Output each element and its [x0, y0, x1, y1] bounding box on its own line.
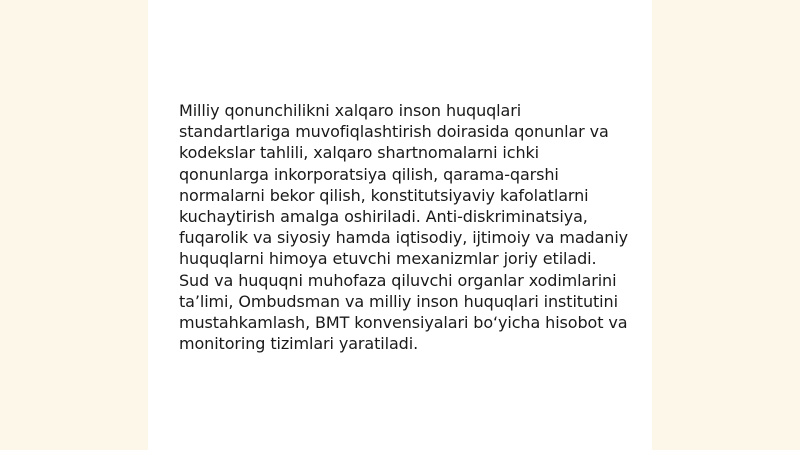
body-paragraph: Milliy qonunchilikni xalqaro inson huquqlari standartlariga muvofiqlashtirish doirasida qonunlar va kodekslar tahlili, xalqaro shartnomalarni ichki qonunlarga inkorporatsiya qilish, qarama-qarshi normalarni bekor qilish, konstitutsiyaviy kafolatlarni kuchaytirish amalga oshiriladi. Anti-diskriminatsiya, fuqarolik va siyosiy hamda iqtisodiy, ijtimoiy va madaniy huquqlarni himoya etuvchi mexanizmlar joriy etiladi. Sud va huquqni muhofaza qiluvchi organlar xodimlarini ta’limi, Ombudsman va milliy inson huquqlari institutini mustahkamlash, BMT konvensiyalari bo‘yicha hisobot va monitoring tizimlari yaratiladi.: [179, 101, 629, 354]
right-margin: [652, 0, 800, 450]
document-page: [148, 0, 657, 450]
left-margin: [0, 0, 148, 450]
